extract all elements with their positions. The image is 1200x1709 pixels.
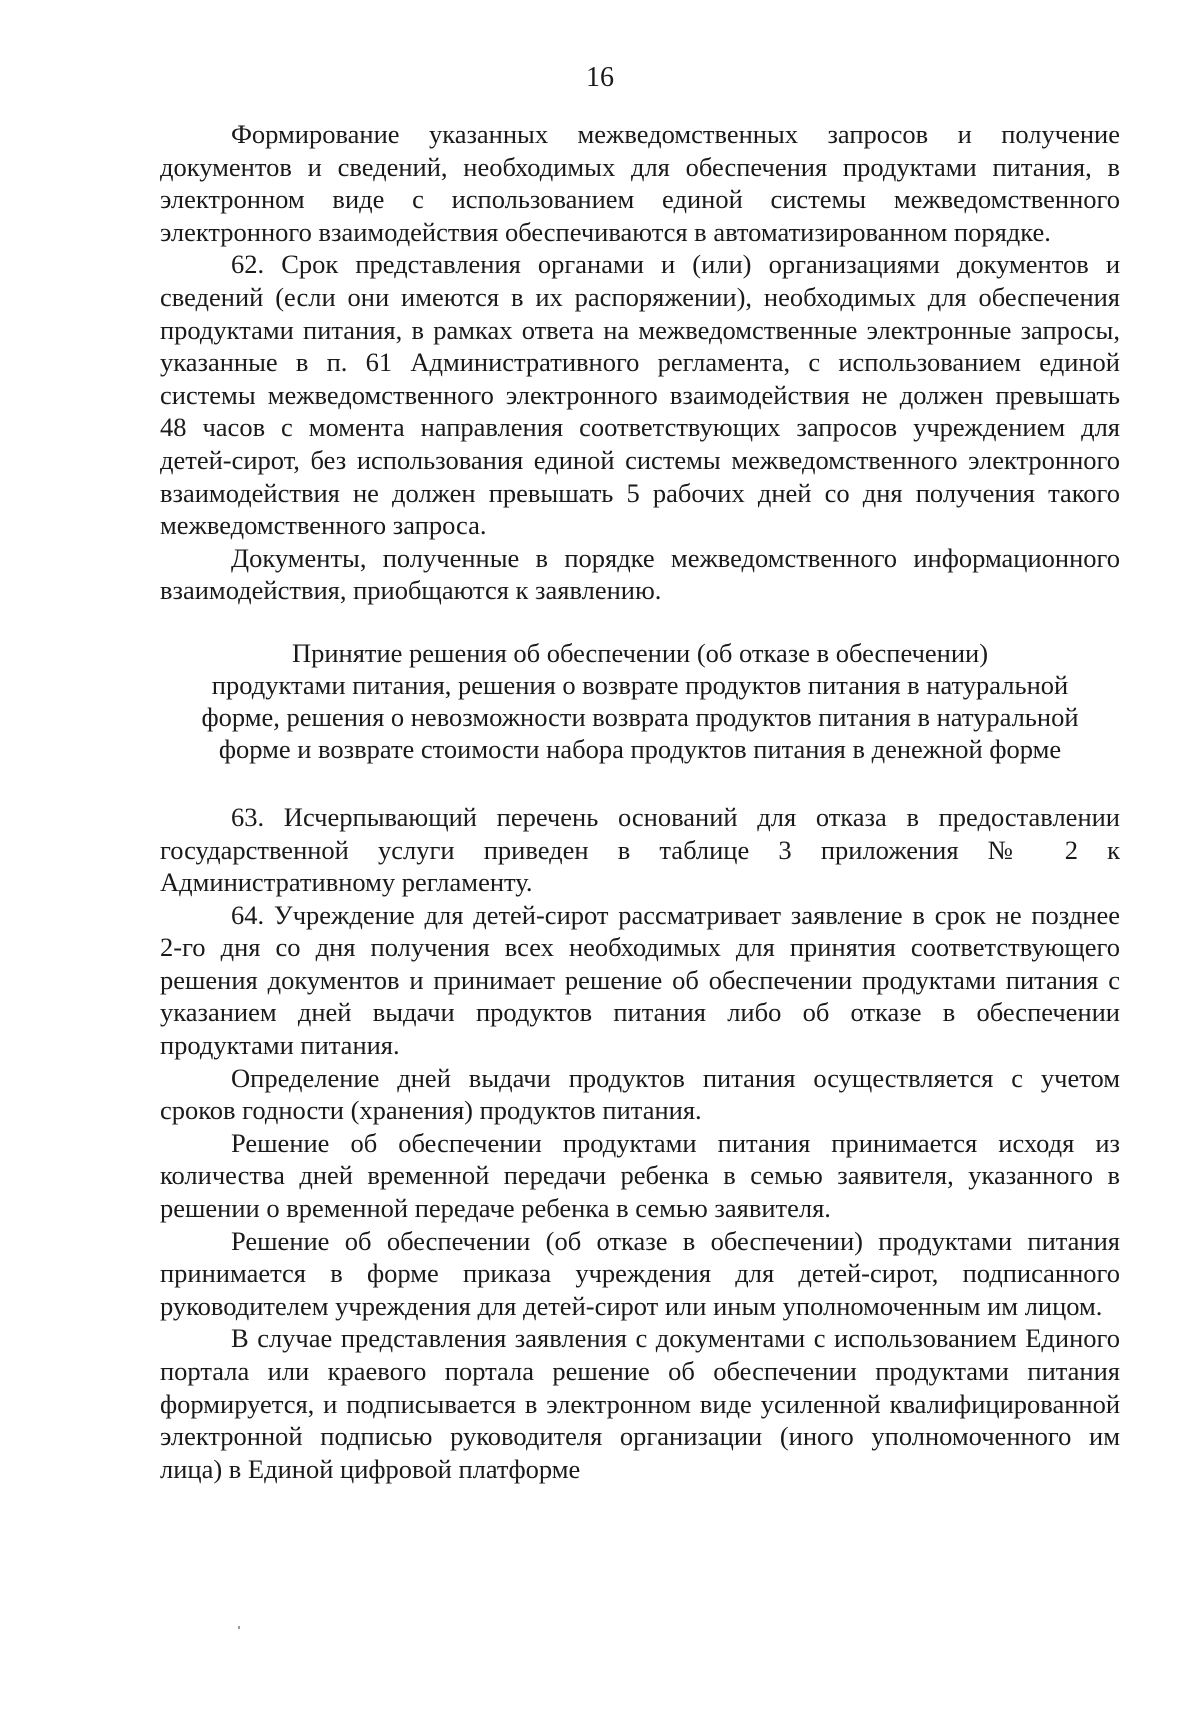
paragraph: Решение об обеспечении (об отказе в обеспечении) продуктами питания принимается в форме приказа учреждения для детей-сирот, подписанного руководителем учреждения для детей-сирот или иным уполномоченным им лицом. xyxy=(160,1225,1120,1321)
section-heading-line: продуктами питания, решения о возврате продуктов питания в натуральной xyxy=(211,669,1069,700)
paragraph-item-64: 64. Учреждение для детей-сирот рассматривает заявление в срок не позднее 2-го дня со дня получения всех необходимых для принятия соответствующего решения документов и принимает решение об обеспечении продуктами питания с указанием дней выдачи продуктов питания либо об отказе в обеспечении продуктами питания. xyxy=(160,899,1120,1061)
section-heading-line: форме, решения о невозможности возврата продуктов питания в натуральной xyxy=(201,701,1079,732)
paragraph: Решение об обеспечении продуктами питания принимается исходя из количества дней временной передачи ребенка в семью заявителя, указанного в решении о временной передаче ребенка в семью заявителя. xyxy=(160,1127,1120,1224)
document-body xyxy=(160,118,1120,1485)
paragraph-item-63: 63. Исчерпывающий перечень оснований для отказа в предоставлении государственной услуги приведен в таблице 3 приложения № 2 к Административному регламенту. xyxy=(160,801,1120,898)
section-heading-line: форме и возврате стоимости набора продуктов питания в денежной форме xyxy=(218,733,1062,764)
page-number: 16 xyxy=(586,62,614,93)
section-heading xyxy=(160,637,1120,765)
paragraph: Документы, полученные в порядке межведомственного информационного взаимодействия, приобщаются к заявлению. xyxy=(160,542,1120,606)
paragraph: Определение дней выдачи продуктов питания осуществляется с учетом сроков годности (хранения) продуктов питания. xyxy=(160,1062,1120,1126)
paragraph: В случае представления заявления с документами с использованием Единого портала или краевого портала решение об обеспечении продуктами питания формируется, и подписывается в электронном виде усиленной квалифицированной электронной подписью руководителя организации (иного уполномоченного им лица) в Единой цифровой платформе xyxy=(160,1323,1120,1484)
scan-speck xyxy=(238,1626,240,1629)
paragraph-item-62: 62. Срок представления органами и (или) организациями документов и сведений (если они имеются в их распоряжении), необходимых для обеспечения продуктами питания, в рамках ответа на межведомственные электронные запросы, указанные в п. 61 Административного регламента, с использованием единой системы межведомственного электронного взаимодействия не должен превышать 48 часов с момента направления соответствующих запросов учреждением для детей-сирот, без использования единой системы межведомственного электронного взаимодействия не должен превышать 5 рабочих дней со дня получения такого межведомственного запроса. xyxy=(160,249,1120,541)
paragraph: Формирование указанных межведомственных запросов и получение документов и сведений, необходимых для обеспечения продуктами питания, в электронном виде с использованием единой системы межведомственного электронного взаимодействия обеспечиваются в автоматизированном порядке. xyxy=(160,119,1120,247)
section-heading-line: Принятие решения об обеспечении (об отказе в обеспечении) xyxy=(291,637,989,668)
